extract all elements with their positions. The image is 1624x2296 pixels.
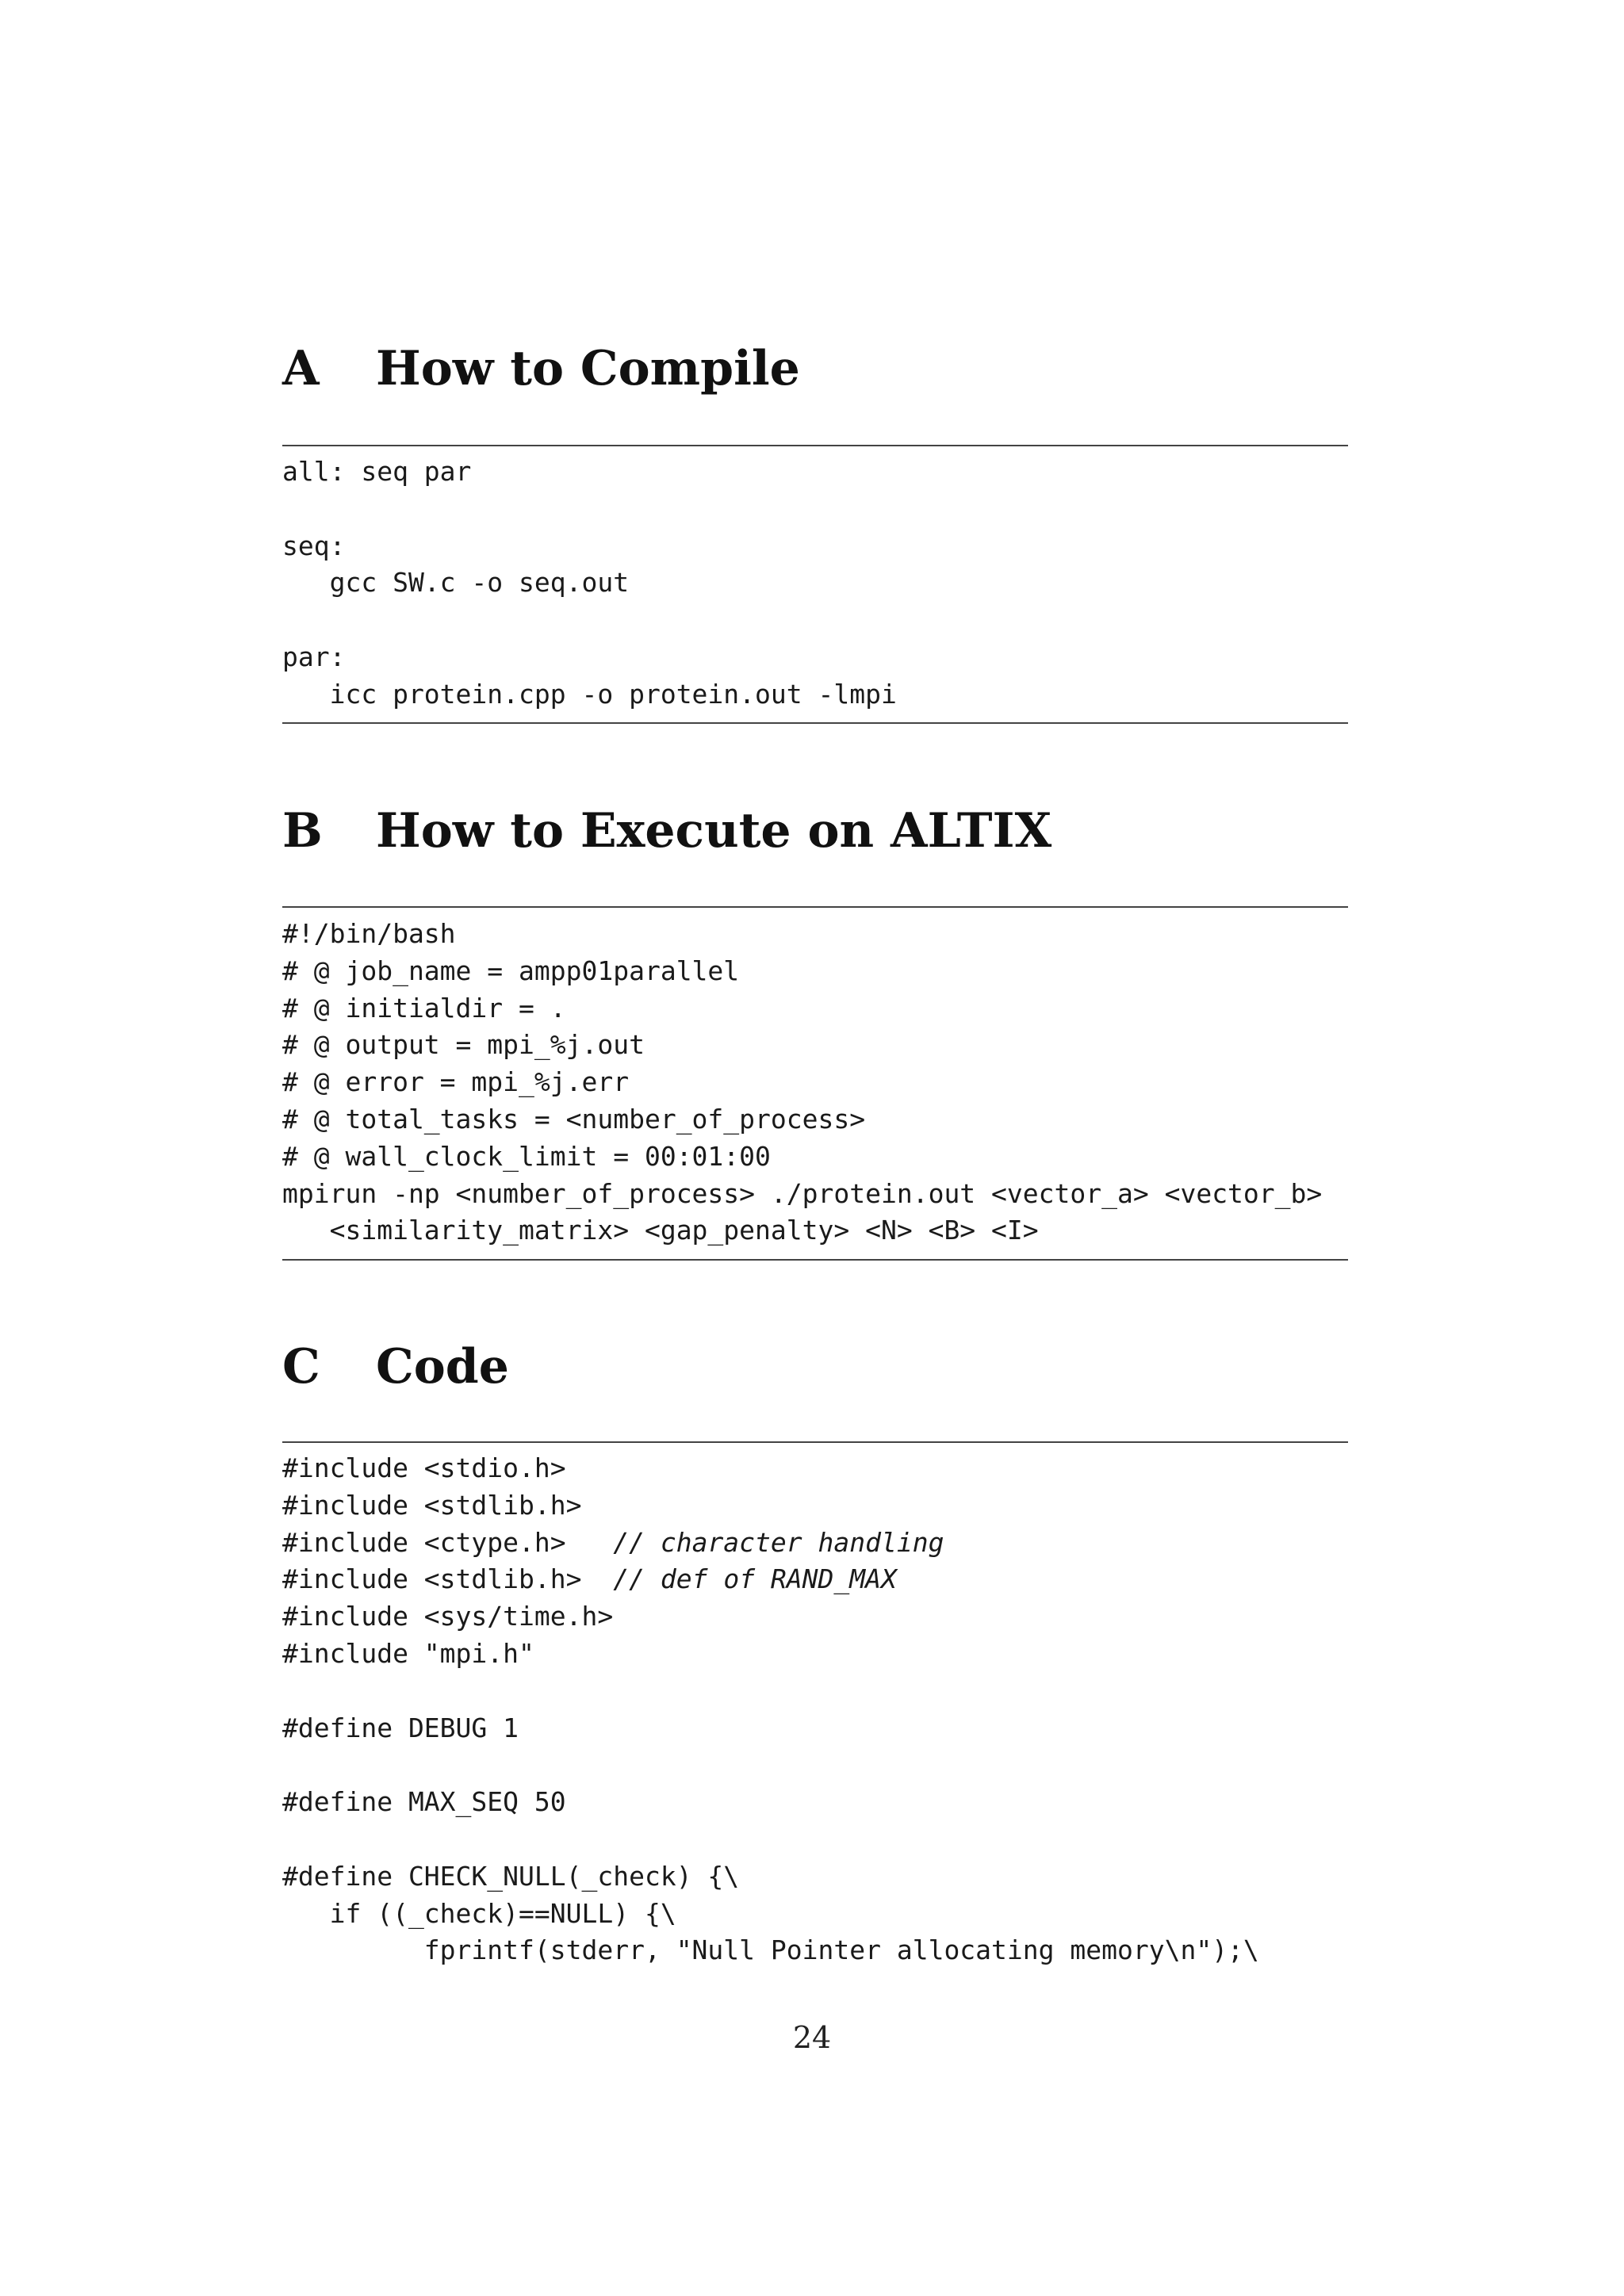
code-line — [282, 602, 1348, 639]
code-line: gcc SW.c -o seq.out — [282, 567, 630, 599]
code-line — [282, 1525, 1348, 1562]
code-line: # @ total_tasks = <number_of_process> — [282, 1103, 866, 1135]
section-title: Code — [376, 1339, 509, 1395]
code-line: #!/bin/bash — [282, 918, 456, 949]
code-comment: // def of RAND_MAX — [613, 1563, 897, 1595]
code-line: if ((_check)==NULL) {\ — [282, 1897, 676, 1929]
section-number: C — [282, 1339, 320, 1395]
job-script-listing — [282, 916, 1348, 1249]
code-line: # @ job_name = ampp01parallel — [282, 955, 740, 986]
code-line: #include <sys/time.h> — [282, 1601, 614, 1632]
code-line: seq: — [282, 530, 346, 561]
code-line: mpirun -np <number_of_process> ./protein.out <vector_a> <vector_b> — [282, 1177, 1323, 1209]
include-directive: #include <stdlib.h> — [282, 1563, 582, 1595]
code-line: #define DEBUG 1 — [282, 1712, 519, 1743]
code-line — [282, 491, 1348, 528]
code-line: #include <stdio.h> — [282, 1452, 566, 1483]
code-rule-top — [282, 1441, 1348, 1443]
code-line: <similarity_matrix> <gap_penalty> <N> <B> <I> — [282, 1215, 1039, 1246]
section-number: B — [282, 803, 323, 859]
code-line: icc protein.cpp -o protein.out -lmpi — [282, 678, 897, 710]
code-line — [282, 1821, 1348, 1858]
section-a-heading — [282, 337, 1348, 400]
code-rule-top — [282, 445, 1348, 446]
section-title: How to Execute on ALTIX — [376, 803, 1052, 859]
code-line — [282, 1673, 1348, 1710]
code-line: # @ output = mpi_%j.out — [282, 1029, 645, 1061]
code-line: # @ error = mpi_%j.err — [282, 1066, 630, 1098]
code-line — [282, 1561, 1348, 1598]
code-line: #define MAX_SEQ 50 — [282, 1786, 566, 1818]
code-line: all: seq par — [282, 456, 472, 487]
code-rule-top — [282, 906, 1348, 908]
code-rule-bottom — [282, 1259, 1348, 1261]
code-line: #include "mpi.h" — [282, 1637, 534, 1669]
code-line: # @ wall_clock_limit = 00:01:00 — [282, 1140, 771, 1172]
source-code-listing — [282, 1450, 1348, 1969]
code-line — [282, 1747, 1348, 1784]
code-line: #include <stdlib.h> — [282, 1489, 582, 1521]
makefile-listing — [282, 453, 1348, 714]
section-c-heading — [282, 1335, 1348, 1399]
code-line: par: — [282, 641, 346, 672]
code-line: # @ initialdir = . — [282, 992, 566, 1024]
include-directive: #include <ctype.h> — [282, 1526, 566, 1558]
section-number: A — [282, 341, 320, 396]
code-comment: // character handling — [613, 1526, 944, 1558]
code-line: #define CHECK_NULL(_check) {\ — [282, 1860, 740, 1892]
code-line: fprintf(stderr, "Null Pointer allocating memory\n");\ — [282, 1934, 1259, 1966]
section-b-heading — [282, 799, 1348, 863]
code-rule-bottom — [282, 722, 1348, 724]
page-number: 24 — [792, 2020, 832, 2055]
section-title: How to Compile — [376, 341, 800, 396]
